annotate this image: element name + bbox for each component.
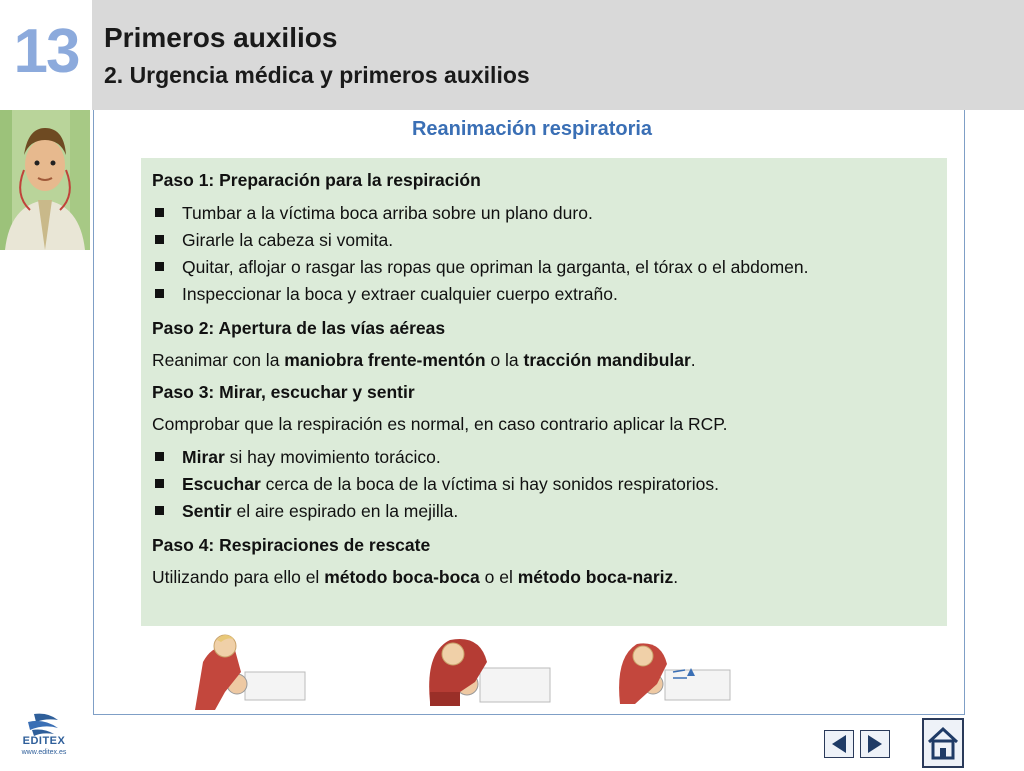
- list-item: Mirar si hay movimiento torácico.: [152, 444, 942, 471]
- list-item: Sentir el aire espirado en la mejilla.: [152, 498, 942, 525]
- bullet-square-icon: [155, 289, 164, 298]
- step4-text: Utilizando para ello el método boca-boca o el método boca-nariz.: [152, 567, 679, 587]
- step4-title: Paso 4: Respiraciones de rescate: [152, 535, 431, 555]
- list-item: Tumbar a la víctima boca arriba sobre un plano duro.: [152, 200, 942, 227]
- doctor-illustration: [0, 110, 90, 250]
- bullet-square-icon: [155, 506, 164, 515]
- step3-intro: Comprobar que la respiración es normal, en caso contrario aplicar la RCP.: [152, 414, 728, 434]
- section-title: Reanimación respiratoria: [411, 118, 653, 140]
- rescue-figures: [195, 632, 755, 710]
- triangle-left-icon: [825, 731, 853, 757]
- bullet-square-icon: [155, 235, 164, 244]
- step2-text: Reanimar con la maniobra frente-mentón o la tracción mandibular.: [152, 350, 696, 370]
- step3-title: Paso 3: Mirar, escuchar y sentir: [152, 382, 415, 402]
- bullet-square-icon: [155, 208, 164, 217]
- figure-look-listen-feel: [619, 643, 730, 704]
- bullet-square-icon: [155, 479, 164, 488]
- previous-button[interactable]: [824, 730, 854, 758]
- figure-jaw-thrust: [429, 639, 550, 706]
- next-button[interactable]: [860, 730, 890, 758]
- list-item: Inspeccionar la boca y extraer cualquier cuerpo extraño.: [152, 281, 942, 308]
- list-item: Quitar, aflojar o rasgar las ropas que opriman la garganta, el tórax o el abdomen.: [152, 254, 942, 281]
- page-subtitle: 2. Urgencia médica y primeros auxilios: [104, 62, 530, 88]
- chapter-number: 13: [13, 17, 79, 86]
- house-icon: [924, 720, 962, 766]
- steps-panel: [141, 158, 947, 626]
- figure-head-tilt: [195, 635, 305, 710]
- page-title: Primeros auxilios: [104, 22, 338, 53]
- bullet-square-icon: [155, 262, 164, 271]
- bullet-square-icon: [155, 452, 164, 461]
- triangle-right-icon: [861, 731, 889, 757]
- logo-url: www.editex.es: [21, 749, 67, 756]
- step3-list: [152, 444, 942, 525]
- step1-title: Paso 1: Preparación para la respiración: [152, 170, 481, 190]
- step1-list: [152, 200, 942, 308]
- step2-title: Paso 2: Apertura de las vías aéreas: [152, 318, 446, 338]
- home-button[interactable]: [922, 718, 964, 768]
- list-item: Escuchar cerca de la boca de la víctima si hay sonidos respiratorios.: [152, 471, 942, 498]
- list-item: Girarle la cabeza si vomita.: [152, 227, 942, 254]
- header-bar: [0, 0, 1024, 110]
- chapter-box: [0, 0, 92, 110]
- steps-content: [152, 164, 942, 589]
- logo-name: EDITEX: [22, 735, 66, 747]
